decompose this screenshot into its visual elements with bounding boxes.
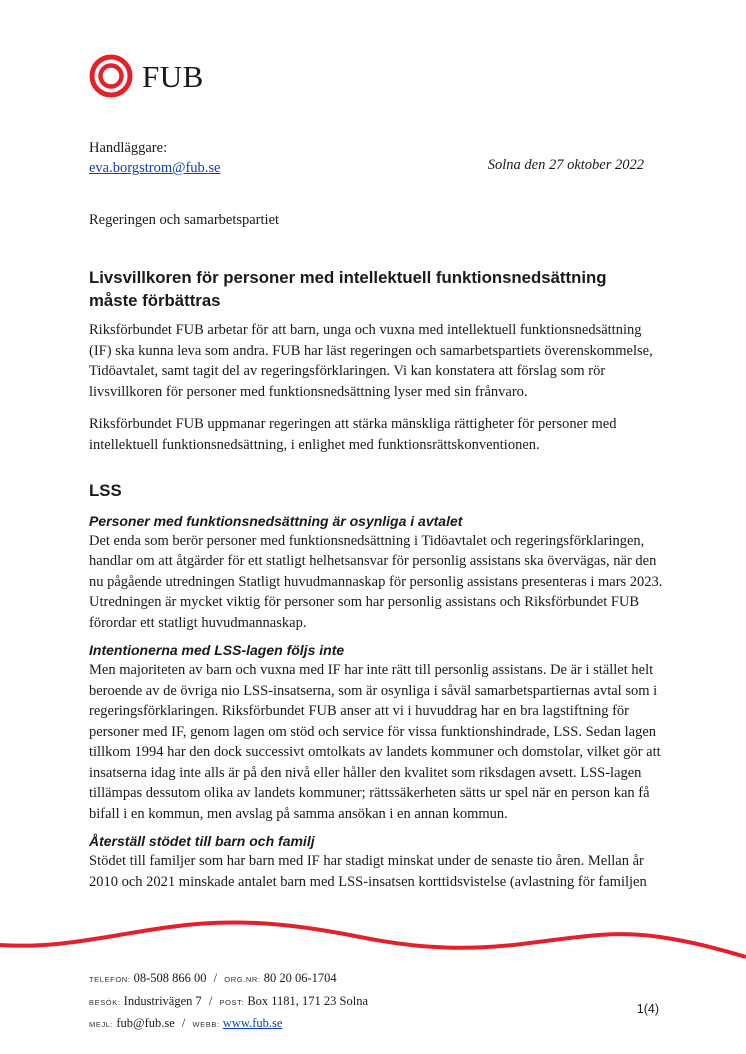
handler-block bbox=[89, 138, 220, 178]
subsection-paragraph: Stödet till familjer som har barn med IF har stadigt minskat under de senaste tio åren. Mellan år 2010 och 2021 minskade antalet barn med LSS-insatsen korttidsvistelse (avlastning för familjen bbox=[89, 853, 647, 890]
footer-website-link[interactable]: www.fub.se bbox=[222, 1016, 283, 1030]
footer-line-contact bbox=[89, 1013, 669, 1036]
footer bbox=[89, 968, 669, 1036]
footer-label: ORG.NR: bbox=[224, 975, 261, 984]
footer-label: BESÖK: bbox=[89, 997, 121, 1007]
footer-line-phone bbox=[89, 968, 669, 991]
subsection-heading: Personer med funktionsnedsättning är osynliga i avtalet bbox=[89, 512, 463, 529]
section-heading-lss: LSS bbox=[89, 481, 122, 500]
document-title: Livsvillkoren för personer med intellektuell funktionsnedsättning måste förbättras bbox=[89, 268, 607, 310]
footer-line-address bbox=[89, 991, 669, 1014]
footer-label: POST: bbox=[219, 997, 245, 1007]
logo-text: FUB bbox=[142, 58, 204, 94]
footer-label: TELEFON: bbox=[89, 975, 131, 984]
recipient: Regeringen och samarbetspartiet bbox=[89, 212, 280, 228]
dateline: Solna den 27 oktober 2022 bbox=[487, 157, 644, 173]
fub-logo-icon bbox=[89, 54, 133, 98]
handler-label: Handläggare: bbox=[89, 140, 168, 156]
page-number: 1(4) bbox=[636, 1002, 659, 1016]
footer-label: WEBB: bbox=[192, 1020, 220, 1029]
footer-separator: / bbox=[208, 993, 213, 1008]
subsection-paragraph: Det enda som berör personer med funktionsnedsättning i Tidöavtalet och regeringsförklaringen, handlar om att åtgärder för ett statligt helhetsansvar för personlig assistans ska övervägas, när den nu pågående utredningen Statligt huvudmannaskap för personlig assistans presenteras i mars 2023. Utredningen är mycket viktig för personer som har personlig assistans och Riksförbundet FUB förordar ett statligt huvudmannaskap. bbox=[89, 532, 663, 631]
intro-paragraph: Riksförbundet FUB arbetar för att barn, unga och vuxna med intellektuell funktionsnedsättning (IF) ska kunna leva som andra. FUB har läst regeringen och samarbetspartiets överenskommelse, Tidöavtalet, samt tagit del av regeringsförklaringen. Vi kan konstatera att förslag som rör livsvillkoren för personer med funktionsnedsättning lyser med sin frånvaro. bbox=[89, 322, 653, 400]
footer-phone: 08-508 866 00 bbox=[133, 971, 207, 985]
subsection-heading: Intentionerna med LSS-lagen följs inte bbox=[89, 642, 345, 658]
footer-orgnr: 80 20 06-1704 bbox=[263, 971, 337, 985]
handler-email-link[interactable]: eva.borgstrom@fub.se bbox=[89, 160, 221, 176]
intro-paragraph: Riksförbundet FUB uppmanar regeringen att stärka mänskliga rättigheter för personer med intellektuell funktionsnedsättning, i enlighet med funktionsrättskonventionen. bbox=[89, 416, 617, 453]
fub-logo bbox=[89, 54, 204, 98]
document-body bbox=[89, 320, 664, 900]
footer-label: MEJL: bbox=[89, 1020, 114, 1029]
subsection-heading: Återställ stödet till barn och familj bbox=[89, 833, 315, 849]
footer-separator: / bbox=[181, 1016, 186, 1030]
footer-separator: / bbox=[213, 971, 218, 985]
footer-wave-decoration bbox=[0, 905, 746, 965]
subsection-paragraph: Men majoriteten av barn och vuxna med IF har inte rätt till personlig assistans. De är i stället helt beroende av de övriga nio LSS-insatserna, som är osynliga i såväl samarbetspartiernas avtal som i regeringsförklaringen. Riksförbundet FUB anser att vi i huvuddrag har en bra lagstiftning för personer med IF, genom lagen om stöd och service för vissa funktionshindrade, LSS. Sedan lagen tillkom 1994 har den dock successivt omtolkats av landets kommuner och domstolar, vilket gör att insatserna idag inte alls är på den nivå eller håller den kvalitet som riksdagen avsett. LSS-lagen tillämpas dessutom olika av landets kommuner; rättssäkerheten sätts ur spel när en person kan få bifall i en kommun, men avslag på samma ansökan i en annan kommun. bbox=[89, 662, 661, 822]
footer-visit-address: Industrivägen 7 bbox=[123, 993, 202, 1008]
footer-email: fub@fub.se bbox=[116, 1016, 175, 1030]
footer-post-address: Box 1181, 171 23 Solna bbox=[247, 993, 369, 1008]
